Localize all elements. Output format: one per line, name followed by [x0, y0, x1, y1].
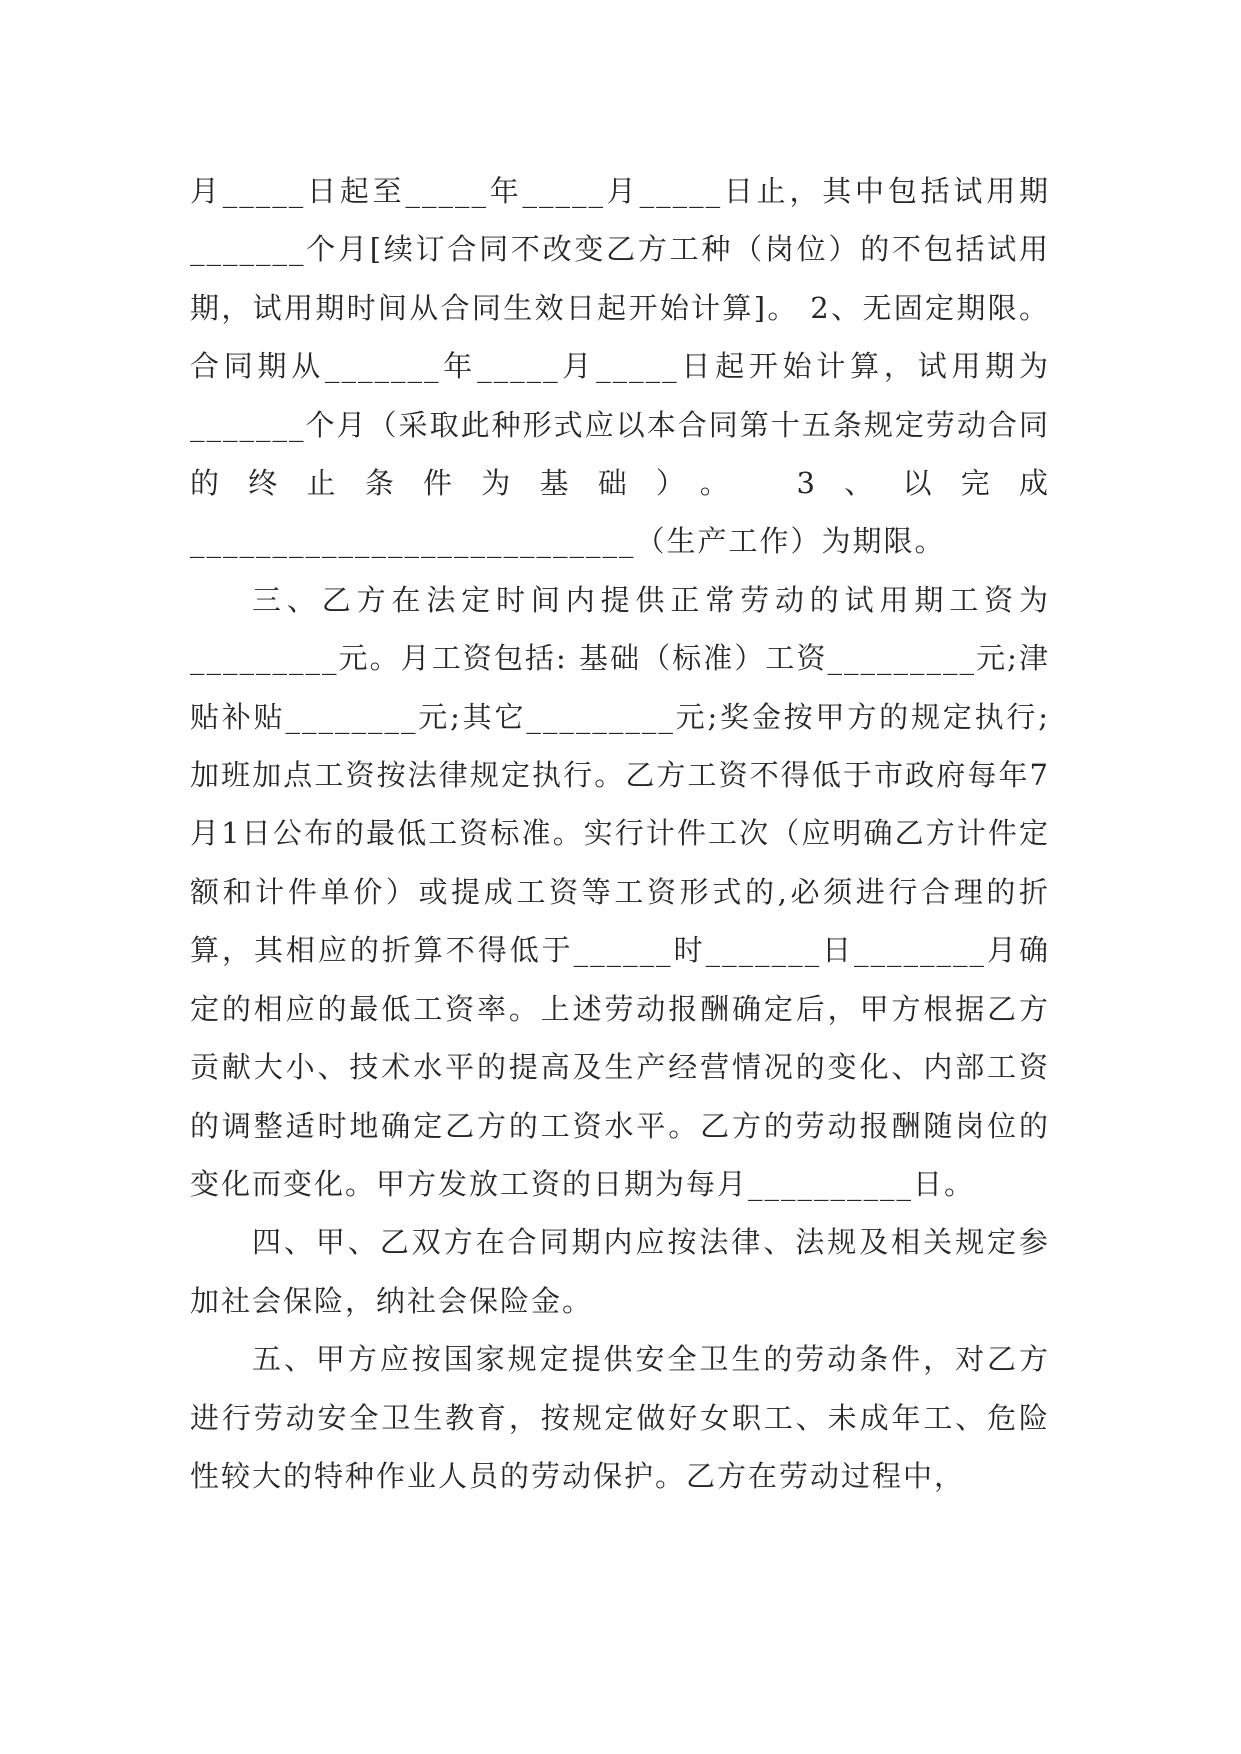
contract-body — [190, 162, 1050, 1505]
paragraph-term-continuation: 月_____日起至_____年_____月_____日止，其中包括试用期_______个月[续订合同不改变乙方工种（岗位）的不包括试用期，试用期时间从合同生效日起开始计算]。 2、无固定期限。合同期从_______年_____月_____日起开始计算，试用期为_______个月（采取此种形式应以本合同第十五条规定劳动合同的终止条件为基础）。 3、以完成___________________________（生产工作）为期限。 — [190, 174, 1050, 559]
paragraph-4-social-insurance: 四、甲、乙双方在合同期内应按法律、法规及相关规定参加社会保险，纳社会保险金。 — [190, 1225, 1050, 1318]
paragraph-3-wages: 三、乙方在法定时间内提供正常劳动的试用期工资为_________元。月工资包括: 基础（标准）工资_________元;津贴补贴________元;其它_________元;奖金按甲方的规定执行;加班加点工资按法律规定执行。乙方工资不得低于市政府每年7月1日公布的最低工资标准。实行计件工次（应明确乙方计件定额和计件单价）或提成工资等工资形式的,必须进行合理的折算，其相应的折算不得低于______时_______日________月确定的相应的最低工资率。上述劳动报酬确定后，甲方根据乙方贡献大小、技术水平的提高及生产经营情况的变化、内部工资的调整适时地确定乙方的工资水平。乙方的劳动报酬随岗位的变化而变化。甲方发放工资的日期为每月__________日。 — [190, 582, 1050, 1201]
paragraph-5-safety: 五、甲方应按国家规定提供安全卫生的劳动条件，对乙方进行劳动安全卫生教育，按规定做好女职工、未成年工、危险性较大的特种作业人员的劳动保护。乙方在劳动过程中， — [190, 1342, 1050, 1493]
